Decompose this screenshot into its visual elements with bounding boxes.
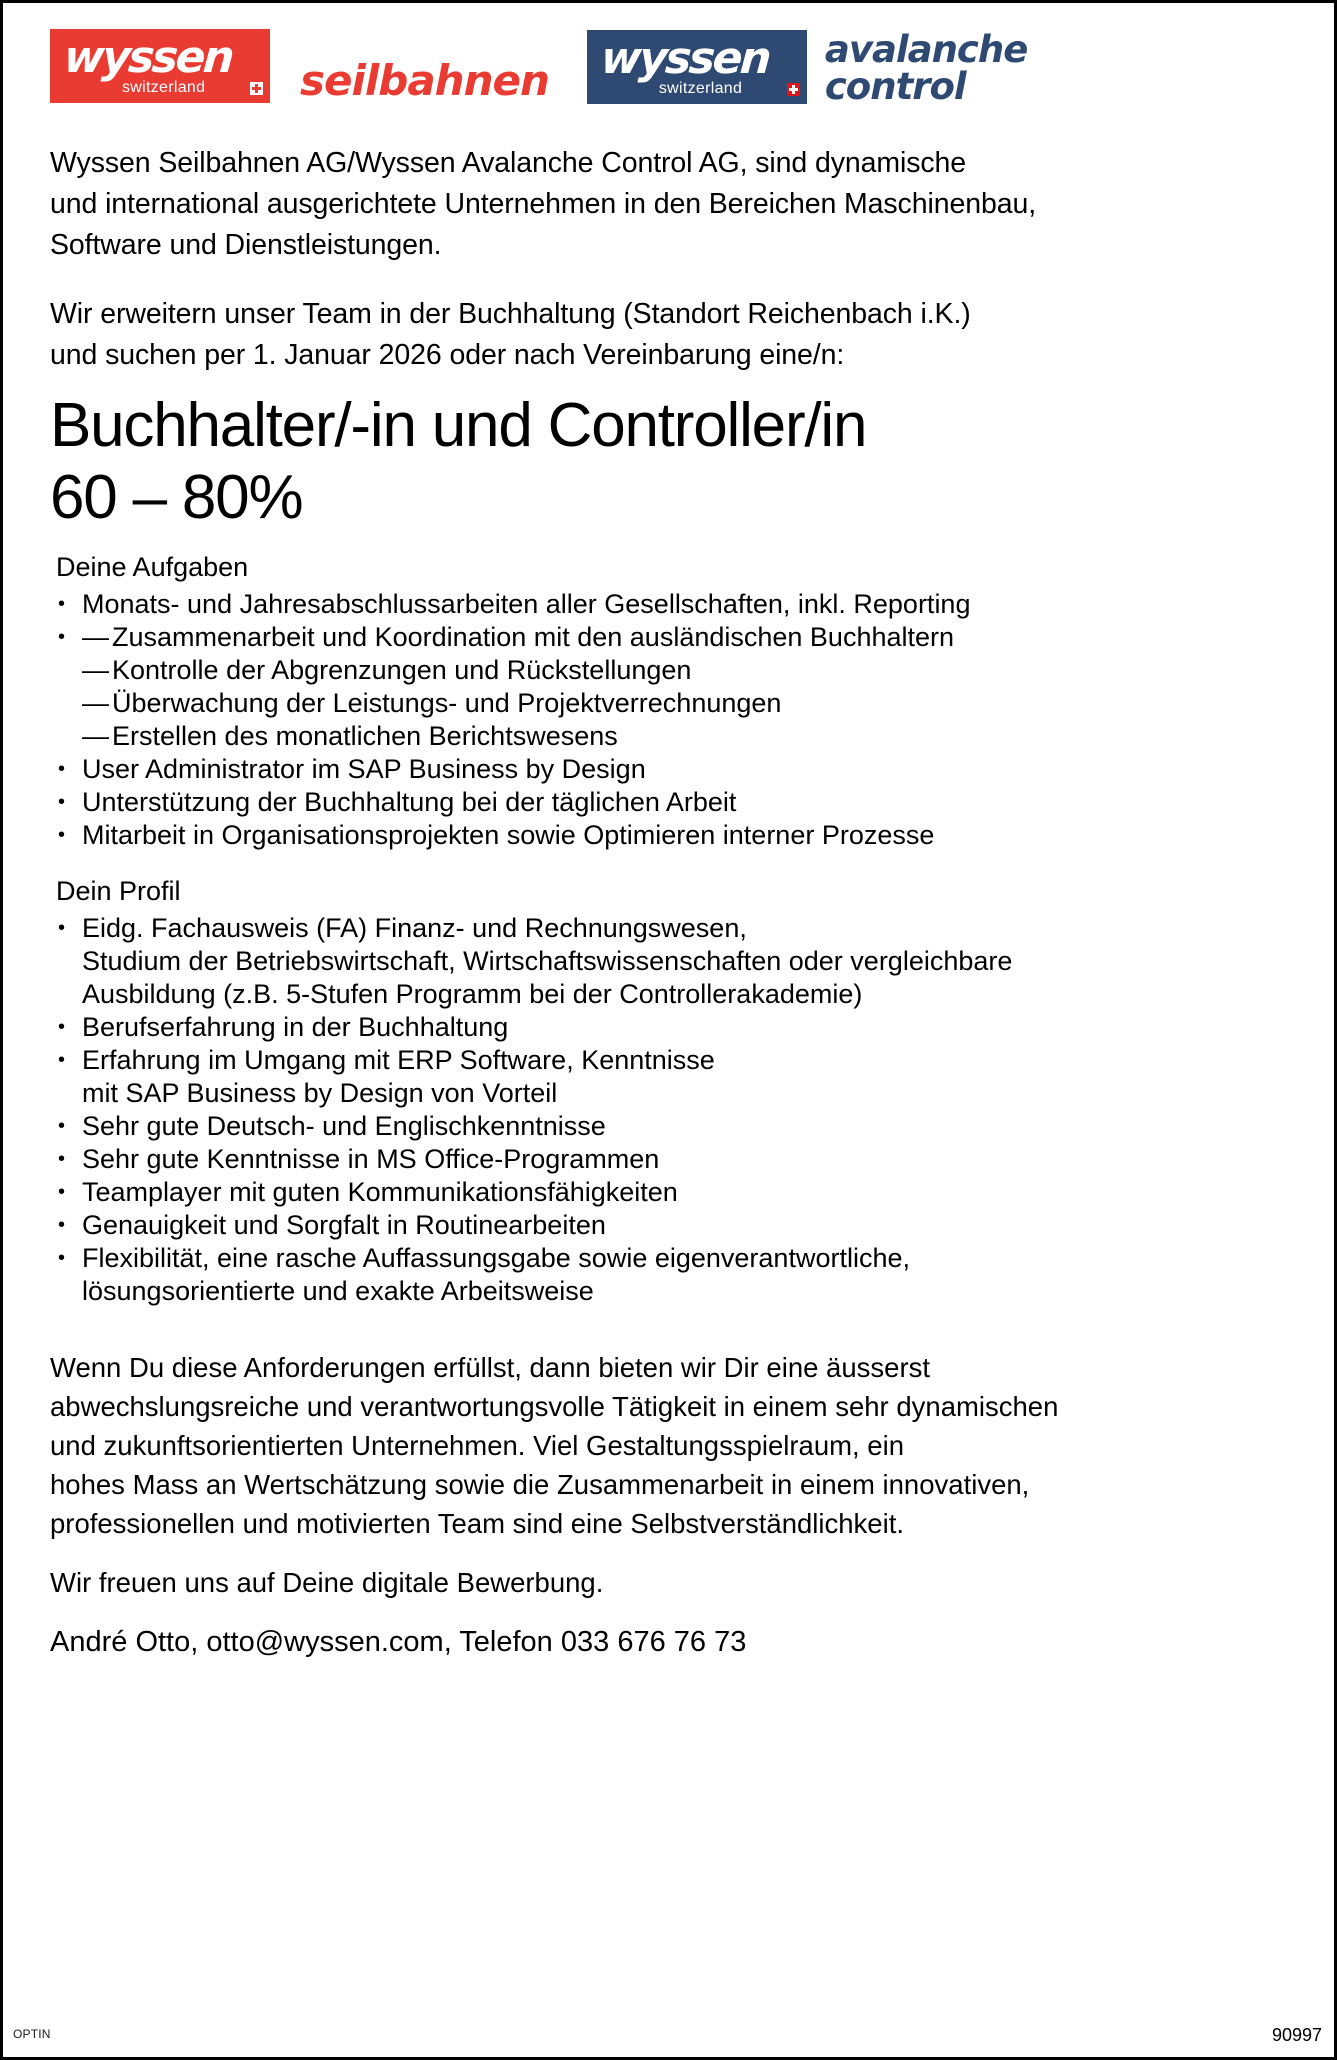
intro-line-2: und international ausgerichtete Unternehmen in den Bereichen Maschinenbau, [50, 188, 1037, 220]
list-item-text: Berufserfahrung in der Buchhaltung [82, 1012, 509, 1042]
intro-line-3: Software und Dienstleistungen. [50, 229, 442, 261]
job-title [50, 390, 1295, 534]
application-note: Wir freuen uns auf Deine digitale Bewerbung. [50, 1567, 604, 1598]
list-item [56, 912, 1295, 1011]
brand-label-avalanche-control [824, 28, 1028, 108]
closing-line-3: und zukunftsorientierten Unternehmen. Viel Gestaltungsspielraum, ein [50, 1430, 905, 1461]
opening-line-2: und suchen per 1. Januar 2026 oder nach Vereinbarung eine/n: [50, 339, 845, 371]
profile-heading: Dein Profil [56, 876, 181, 906]
brand-label-seilbahnen: seilbahnen [300, 56, 549, 105]
wyssen-switzerland-label-red: switzerland [122, 79, 206, 96]
list-item [56, 588, 1295, 621]
contact-line: André Otto, otto@wyssen.com, Telefon 033 676 76 73 [50, 1626, 747, 1658]
spacer [50, 1308, 1295, 1348]
list-item [56, 1011, 1295, 1044]
list-item-text: Genauigkeit und Sorgfalt in Routinearbeiten [82, 1210, 606, 1240]
tasks-heading: Deine Aufgaben [56, 552, 249, 582]
list-item-text: Erfahrung im Umgang mit ERP Software, Kenntnisse [82, 1045, 715, 1075]
job-title-line-1: Buchhalter/-in und Controller/in [50, 391, 867, 460]
wyssen-blue-logo-box [587, 30, 807, 104]
list-item-continuation: mit SAP Business by Design von Vorteil [82, 1078, 558, 1108]
list-item [56, 621, 1295, 753]
advertisement-content [50, 143, 1295, 1662]
brand-label-avalanche: avalanche [824, 28, 1028, 71]
closing-line-4: hohes Mass an Wertschätzung sowie die Zusammenarbeit in einem innovativen, [50, 1469, 1030, 1500]
list-item [56, 1110, 1295, 1143]
list-subitem: — Überwachung der Leistungs- und Projektverrechnungen [82, 687, 1295, 720]
list-item-text: Sehr gute Kenntnisse in MS Office-Programmen [82, 1144, 660, 1174]
closing-line-2: abwechslungsreiche und verantwortungsvolle Tätigkeit in einem sehr dynamischen [50, 1391, 1059, 1422]
list-item-continuation: Studium der Betriebswirtschaft, Wirtschaftswissenschaften oder vergleichbare [82, 946, 1013, 976]
list-subitem: — • Zusammenarbeit und Koordination mit den ausländischen Buchhaltern [82, 621, 1295, 654]
list-item-text: Eidg. Fachausweis (FA) Finanz- und Rechnungswesen, [82, 913, 747, 943]
list-subitem: — Kontrolle der Abgrenzungen und Rückstellungen [82, 654, 1295, 687]
list-item-continuation: lösungsorientierte und exakte Arbeitsweise [82, 1276, 594, 1306]
tasks-list [50, 588, 1295, 852]
list-subitem: — Erstellen des monatlichen Berichtswesens [82, 720, 1295, 753]
wyssen-switzerland-label-blue: switzerland [658, 80, 743, 97]
closing-line-1: Wenn Du diese Anforderungen erfüllst, dann bieten wir Dir eine äusserst [50, 1352, 930, 1383]
list-item-text: Unterstützung der Buchhaltung bei der täglichen Arbeit [82, 787, 737, 817]
closing-paragraph [50, 1348, 1295, 1543]
spacer [50, 1543, 1295, 1563]
spacer [50, 1602, 1295, 1622]
brand-label-control: control [824, 65, 966, 108]
list-item [56, 786, 1295, 819]
list-item-text: Teamplayer mit guten Kommunikationsfähigkeiten [82, 1177, 678, 1207]
list-item [56, 1242, 1295, 1308]
list-item [56, 1044, 1295, 1110]
spacer [50, 266, 1295, 294]
footer-code-left: OPTIN [13, 2027, 51, 2041]
wyssen-wordmark-red: wyssen [62, 32, 234, 83]
list-item-continuation: Ausbildung (z.B. 5-Stufen Programm bei der Controllerakademie) [82, 979, 863, 1009]
list-item [56, 1209, 1295, 1242]
swiss-cross-icon-blue [787, 83, 800, 96]
intro-line-1: Wyssen Seilbahnen AG/Wyssen Avalanche Control AG, sind dynamische [50, 147, 967, 179]
list-item-text: Sehr gute Deutsch- und Englischkenntnisse [82, 1111, 606, 1141]
swiss-cross-icon-red [250, 82, 263, 95]
list-item [56, 1143, 1295, 1176]
wyssen-wordmark-blue: wyssen [599, 33, 771, 84]
spacer [50, 852, 1295, 872]
list-item [56, 819, 1295, 852]
spacer [50, 534, 1295, 548]
list-item [56, 1176, 1295, 1209]
wyssen-avalanche-logo-group [587, 28, 1028, 108]
job-title-line-2: 60 – 80% [50, 463, 303, 532]
list-item-text: Monats- und Jahresabschlussarbeiten aller Gesellschaften, inkl. Reporting [82, 589, 971, 619]
intro-paragraph [50, 143, 1295, 266]
logo-bar [50, 29, 1027, 107]
profile-list [50, 912, 1295, 1308]
footer-code-right: 90997 [1271, 2025, 1322, 2045]
list-item-text: Mitarbeit in Organisationsprojekten sowie Optimieren interner Prozesse [82, 820, 935, 850]
closing-line-5: professionellen und motivierten Team sind eine Selbstverständlichkeit. [50, 1508, 904, 1539]
list-item [56, 753, 1295, 786]
list-item-text: Flexibilität, eine rasche Auffassungsgabe sowie eigenverantwortliche, [82, 1243, 910, 1273]
opening-line-1: Wir erweitern unser Team in der Buchhaltung (Standort Reichenbach i.K.) [50, 298, 971, 330]
wyssen-seilbahnen-logo-group [50, 29, 549, 103]
list-item-text: User Administrator im SAP Business by Design [82, 754, 646, 784]
wyssen-red-logo-box [50, 29, 270, 103]
opening-paragraph [50, 294, 1295, 376]
